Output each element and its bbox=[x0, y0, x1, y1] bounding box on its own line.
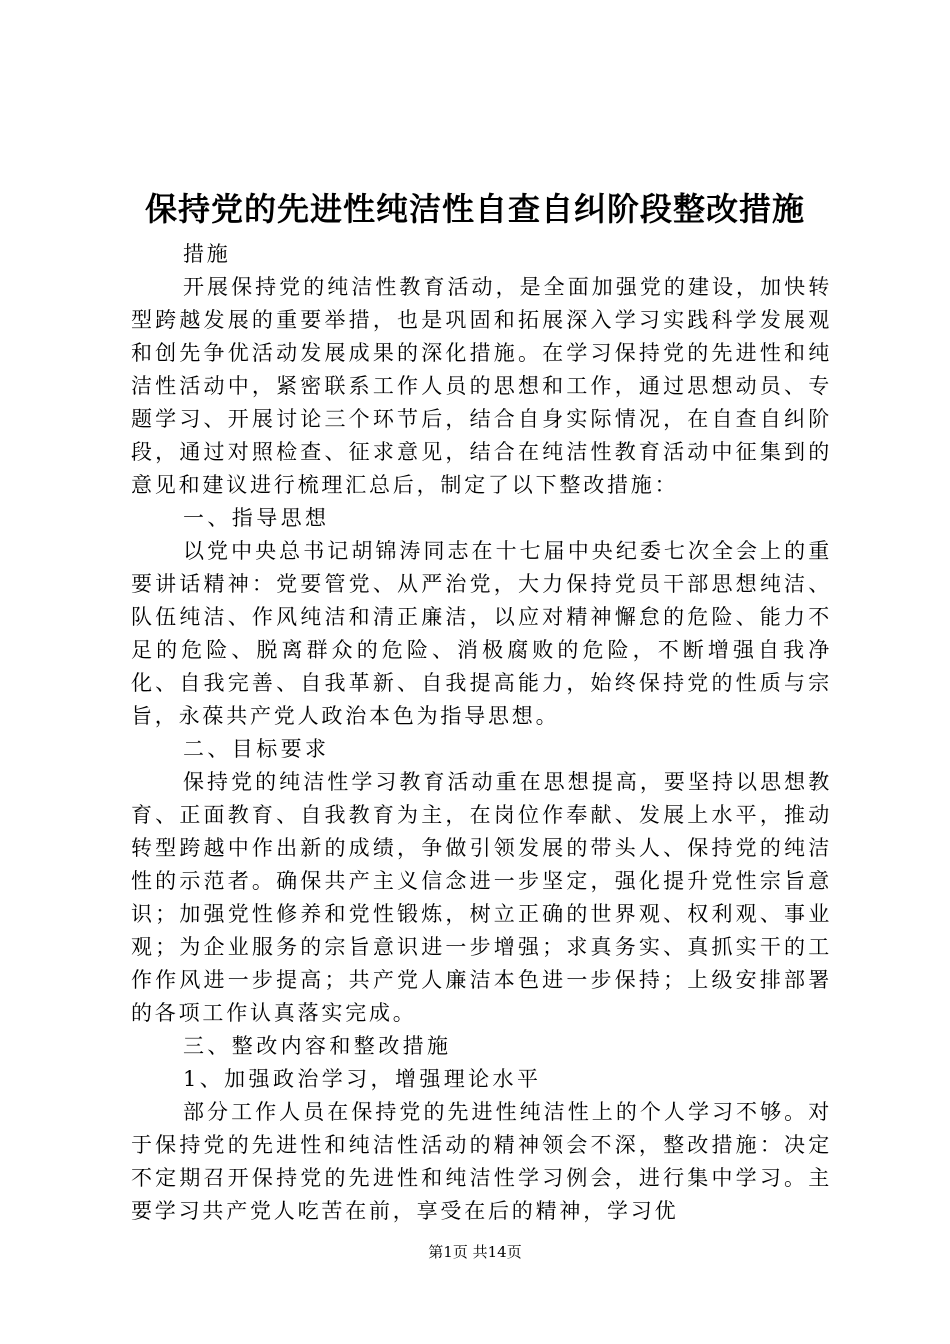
document-title: 保持党的先进性纯洁性自查自纠阶段整改措施 bbox=[144, 190, 805, 228]
paragraph-subtitle: 措施 bbox=[183, 242, 231, 266]
paragraph-guiding-ideology: 以党中央总书记胡锦涛同志在十七届中央纪委七次全会上的重要讲话精神：党要管党、从严治党，大力保持党员干部思想纯洁、队伍纯洁、作风纯洁和清正廉洁，以应对精神懈怠的危险、能力不足的危险、脱离群众的危险、消极腐败的危险，不断增强自我净化、自我完善、自我革新、自我提高能力，始终保持党的性质与宗旨，永葆共产党人政治本色为指导思想。 bbox=[131, 539, 832, 728]
section-heading-rectification: 三、整改内容和整改措施 bbox=[183, 1034, 452, 1058]
subsection-heading-political-study: 1、加强政治学习，增强理论水平 bbox=[183, 1067, 542, 1091]
paragraph-goals: 保持党的纯洁性学习教育活动重在思想提高，要坚持以思想教育、正面教育、自我教育为主，在岗位作奉献、发展上水平，推动转型跨越中作出新的成绩，争做引领发展的带头人、保持党的纯洁性的示范者。确保共产主义信念进一步坚定，强化提升党性宗旨意识；加强党性修养和党性锻炼，树立正确的世界观、权利观、事业观；为企业服务的宗旨意识进一步增强；求真务实、真抓实干的工作作风进一步提高；共产党人廉洁本色进一步保持；上级安排部署的各项工作认真落实完成。 bbox=[131, 770, 832, 1025]
paragraph-political-study: 部分工作人员在保持党的先进性纯洁性上的个人学习不够。对于保持党的先进性和纯洁性活动的精神领会不深，整改措施：决定不定期召开保持党的先进性和纯洁性学习例会，进行集中学习。主要学习共产党人吃苦在前，享受在后的精神，学习优 bbox=[131, 1100, 832, 1223]
page-number-footer: 第1页 共14页 bbox=[428, 1243, 522, 1261]
paragraph-intro: 开展保持党的纯洁性教育活动，是全面加强党的建设，加快转型跨越发展的重要举措，也是巩固和拓展深入学习实践科学发展观和创先争优活动发展成果的深化措施。在学习保持党的先进性和纯洁性活动中，紧密联系工作人员的思想和工作，通过思想动员、专题学习、开展讨论三个环节后，结合自身实际情况，在自查自纠阶段，通过对照检查、征求意见，结合在纯洁性教育活动中征集到的意见和建议进行梳理汇总后，制定了以下整改措施： bbox=[131, 275, 832, 497]
section-heading-goals: 二、目标要求 bbox=[183, 737, 330, 761]
section-heading-guiding-ideology: 一、指导思想 bbox=[183, 506, 330, 530]
document-body bbox=[131, 238, 832, 1228]
